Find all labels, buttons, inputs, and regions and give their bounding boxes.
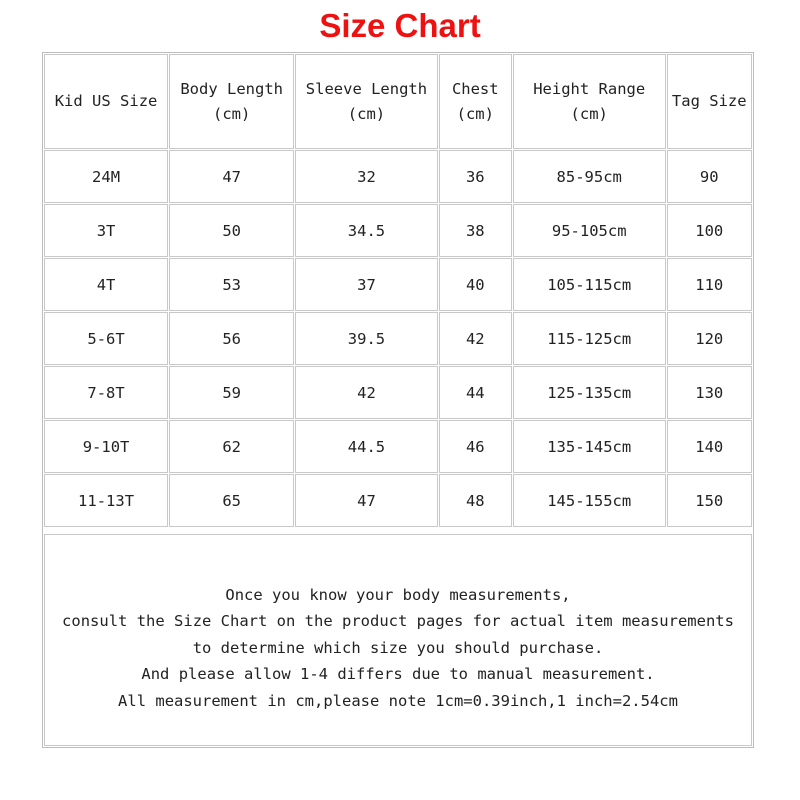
measurement-notes [44, 534, 752, 746]
table-body [44, 150, 752, 527]
cell-tag-size: 150 [667, 474, 753, 527]
cell-chest: 36 [439, 150, 512, 203]
header-chest [439, 54, 512, 149]
cell-tag-size: 90 [667, 150, 753, 203]
header-body-length [169, 54, 294, 149]
note-line: And please allow 1-4 differs due to manual measurement. [141, 665, 655, 684]
cell-body-length: 65 [169, 474, 294, 527]
note-line: consult the Size Chart on the product pages for actual item measurements [62, 612, 734, 631]
table-row [44, 312, 752, 365]
cell-sleeve-length: 32 [295, 150, 437, 203]
cell-kid-us-size: 4T [44, 258, 168, 311]
cell-height-range: 125-135cm [513, 366, 666, 419]
cell-kid-us-size: 5-6T [44, 312, 168, 365]
table-row [44, 366, 752, 419]
cell-body-length: 53 [169, 258, 294, 311]
cell-tag-size: 110 [667, 258, 753, 311]
cell-kid-us-size: 24M [44, 150, 168, 203]
cell-chest: 46 [439, 420, 512, 473]
cell-tag-size: 100 [667, 204, 753, 257]
header-line: Tag Size [671, 92, 747, 110]
cell-tag-size: 120 [667, 312, 753, 365]
cell-chest: 40 [439, 258, 512, 311]
header-tag-size [667, 54, 753, 149]
cell-sleeve-length: 44.5 [295, 420, 437, 473]
table-row [44, 204, 752, 257]
size-table [43, 53, 753, 528]
header-line: Body Length [180, 79, 283, 98]
cell-chest: 48 [439, 474, 512, 527]
table-row [44, 150, 752, 203]
cell-body-length: 50 [169, 204, 294, 257]
header-row [44, 54, 752, 149]
table-header [44, 54, 752, 149]
cell-height-range: 145-155cm [513, 474, 666, 527]
cell-body-length: 59 [169, 366, 294, 419]
header-line: Height Range [533, 79, 646, 98]
cell-height-range: 85-95cm [513, 150, 666, 203]
cell-tag-size: 130 [667, 366, 753, 419]
cell-chest: 42 [439, 312, 512, 365]
cell-sleeve-length: 34.5 [295, 204, 437, 257]
cell-tag-size: 140 [667, 420, 753, 473]
cell-chest: 38 [439, 204, 512, 257]
cell-body-length: 47 [169, 150, 294, 203]
header-unit: (cm) [456, 104, 494, 123]
header-height-range [513, 54, 666, 149]
note-line: to determine which size you should purchase. [192, 638, 604, 657]
header-unit: (cm) [570, 104, 608, 123]
cell-sleeve-length: 42 [295, 366, 437, 419]
cell-height-range: 115-125cm [513, 312, 666, 365]
cell-sleeve-length: 37 [295, 258, 437, 311]
cell-sleeve-length: 47 [295, 474, 437, 527]
cell-kid-us-size: 9-10T [44, 420, 168, 473]
header-kid-us-size [44, 54, 168, 149]
cell-body-length: 56 [169, 312, 294, 365]
cell-kid-us-size: 7-8T [44, 366, 168, 419]
header-sleeve-length [295, 54, 437, 149]
cell-kid-us-size: 11-13T [44, 474, 168, 527]
header-line: Sleeve Length [305, 79, 428, 98]
cell-height-range: 95-105cm [513, 204, 666, 257]
cell-kid-us-size: 3T [44, 204, 168, 257]
cell-chest: 44 [439, 366, 512, 419]
table-row [44, 420, 752, 473]
page-title: Size Chart [319, 7, 481, 44]
note-line: All measurement in cm,please note 1cm=0.39inch,1 inch=2.54cm [118, 691, 678, 710]
header-line: Kid US Size [54, 92, 158, 110]
note-line: Once you know your body measurements, [225, 585, 571, 604]
table-row [44, 258, 752, 311]
cell-height-range: 135-145cm [513, 420, 666, 473]
table-row [44, 474, 752, 527]
header-unit: (cm) [213, 104, 251, 123]
cell-sleeve-length: 39.5 [295, 312, 437, 365]
cell-height-range: 105-115cm [513, 258, 666, 311]
header-unit: (cm) [347, 104, 386, 123]
header-line: Chest [451, 79, 499, 98]
cell-body-length: 62 [169, 420, 294, 473]
